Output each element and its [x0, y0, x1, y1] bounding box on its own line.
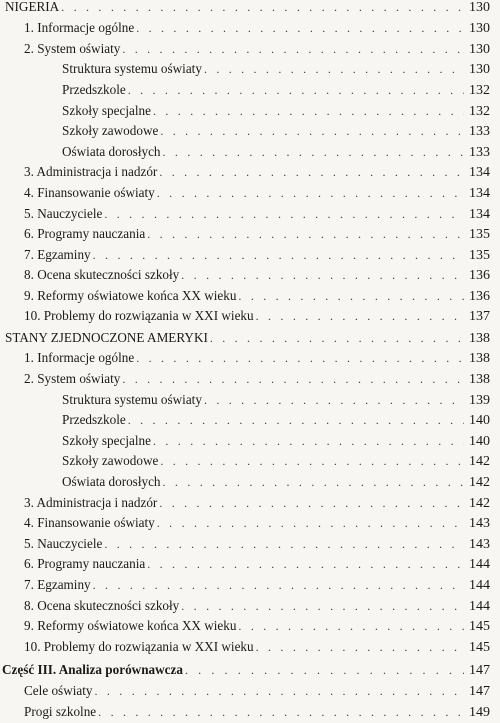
toc-entry-page: 134 [469, 186, 490, 201]
toc-entry [24, 348, 490, 368]
dot-leader [160, 451, 464, 471]
toc-entry-page: 144 [469, 557, 490, 572]
toc-entry-title: 6. Programy nauczania [24, 226, 146, 241]
toc-entry [24, 616, 490, 636]
toc-entry-page: 143 [469, 516, 490, 531]
toc-entry-title: Oświata dorosłych [62, 474, 161, 489]
dot-leader [238, 286, 464, 306]
toc-entry-page: 138 [469, 331, 490, 346]
toc-entry-page: 132 [469, 83, 490, 98]
toc-entry-page: 134 [469, 207, 490, 222]
toc-entry [2, 660, 490, 680]
toc-entry-page: 142 [469, 475, 490, 490]
toc-entry-page: 142 [469, 496, 490, 511]
toc-entry-page: 133 [469, 124, 490, 139]
toc-entry [5, 0, 490, 17]
toc-entry-title: 4. Finansowanie oświaty [24, 515, 155, 530]
toc-entry-title: Cele oświaty [24, 683, 93, 698]
toc-entry [62, 142, 490, 162]
dot-leader [163, 472, 464, 492]
toc-entry-title: NIGERIA [5, 0, 60, 14]
toc-entry-title: Szkoły zawodowe [62, 123, 159, 138]
toc-entry [24, 183, 490, 203]
toc-entry-page: 130 [469, 42, 490, 57]
dot-leader [122, 39, 464, 59]
dot-leader [181, 265, 464, 285]
toc-entry-title: Część III. Analiza porównawcza [2, 662, 183, 677]
toc-entry-title: Przedszkole [62, 412, 126, 427]
toc-entry-page: 135 [469, 227, 490, 242]
toc-entry [24, 245, 490, 265]
toc-entry-page: 137 [469, 309, 490, 324]
toc-entry [5, 328, 490, 348]
toc-entry-title: 5. Nauczyciele [24, 206, 103, 221]
toc-entry-title: 5. Nauczyciele [24, 536, 103, 551]
toc-entry [62, 101, 490, 121]
dot-leader [61, 0, 464, 17]
toc-entry-title: 9. Reformy oświatowe końca XX wieku [24, 288, 237, 303]
dot-leader [256, 306, 464, 326]
toc-entry-title: 1. Informacje ogólne [24, 20, 135, 35]
toc-entry-title: STANY ZJEDNOCZONE AMERYKI [5, 330, 208, 345]
toc-entry-page: 145 [469, 619, 490, 634]
dot-leader [160, 121, 464, 141]
toc-entry-title: 6. Programy nauczania [24, 556, 146, 571]
toc-entry-page: 139 [469, 393, 490, 408]
toc-entry-title: 7. Egzaminy [24, 247, 91, 262]
toc-entry-title: 4. Finansowanie oświaty [24, 185, 155, 200]
toc-entry [24, 681, 490, 701]
toc-entry [62, 410, 490, 430]
toc-entry-title: 3. Administracja i nadzór [24, 164, 158, 179]
toc-entry-title: 10. Problemy do rozwiązania w XXI wieku [24, 639, 254, 654]
toc-entry [24, 513, 490, 533]
toc-entry-page: 149 [469, 705, 490, 720]
toc-entry [62, 80, 490, 100]
dot-leader [256, 637, 464, 657]
toc-entry [24, 493, 490, 513]
toc-entry [24, 369, 490, 389]
dot-leader [204, 390, 464, 410]
dot-leader [147, 224, 464, 244]
toc-entry-page: 144 [469, 599, 490, 614]
toc-entry [62, 59, 490, 79]
toc-entry-title: 10. Problemy do rozwiązania w XXI wieku [24, 308, 254, 323]
toc-entry [24, 575, 490, 595]
toc-entry-page: 133 [469, 145, 490, 160]
toc-entry-page: 142 [469, 454, 490, 469]
toc-entry-page: 147 [469, 684, 490, 699]
dot-leader [157, 183, 464, 203]
toc-entry-page: 135 [469, 248, 490, 263]
toc-entry [24, 286, 490, 306]
toc-entry-page: 144 [469, 578, 490, 593]
toc-entry [24, 224, 490, 244]
toc-entry-page: 132 [469, 104, 490, 119]
dot-leader [210, 328, 464, 348]
dot-leader [153, 431, 464, 451]
dot-leader [153, 101, 464, 121]
dot-leader [128, 410, 464, 430]
dot-leader [204, 59, 464, 79]
toc-entry-page: 138 [469, 372, 490, 387]
dot-leader [185, 660, 464, 680]
toc-entry [24, 596, 490, 616]
toc-entry [24, 204, 490, 224]
toc-entry [62, 121, 490, 141]
toc-entry [24, 265, 490, 285]
dot-leader [95, 681, 465, 701]
dot-leader [98, 702, 464, 722]
toc-entry-page: 130 [469, 62, 490, 77]
toc-entry [24, 18, 490, 38]
toc-entry-title: Przedszkole [62, 82, 126, 97]
toc-entry-page: 143 [469, 537, 490, 552]
dot-leader [157, 513, 464, 533]
toc-entry-title: 9. Reformy oświatowe końca XX wieku [24, 618, 237, 633]
toc-entry [24, 534, 490, 554]
dot-leader [159, 493, 464, 513]
dot-leader [136, 18, 464, 38]
toc-entry-title: Szkoły specjalne [62, 433, 151, 448]
dot-leader [93, 245, 464, 265]
toc-entry-page: 140 [469, 434, 490, 449]
toc-entry-page: 130 [469, 0, 490, 15]
toc-entry-title: 1. Informacje ogólne [24, 350, 135, 365]
dot-leader [128, 80, 464, 100]
toc-entry-title: 8. Ocena skuteczności szkoły [24, 598, 180, 613]
toc-entry-title: 8. Ocena skuteczności szkoły [24, 267, 180, 282]
toc-entry [24, 39, 490, 59]
toc-entry [24, 306, 490, 326]
toc-entry [62, 390, 490, 410]
toc-entry-title: Progi szkolne [24, 704, 97, 719]
toc-entry-title: 7. Egzaminy [24, 577, 91, 592]
toc-entry [24, 162, 490, 182]
dot-leader [122, 369, 464, 389]
toc-entry [24, 554, 490, 574]
dot-leader [238, 616, 464, 636]
dot-leader [159, 162, 464, 182]
toc-entry-page: 130 [469, 21, 490, 36]
toc-entry-page: 140 [469, 413, 490, 428]
dot-leader [104, 204, 464, 224]
dot-leader [163, 142, 464, 162]
dot-leader [93, 575, 464, 595]
toc-entry [62, 431, 490, 451]
toc-entry-title: Szkoły zawodowe [62, 453, 159, 468]
dot-leader [136, 348, 464, 368]
dot-leader [181, 596, 464, 616]
toc-entry-title: 2. System oświaty [24, 371, 121, 386]
toc-entry-page: 136 [469, 268, 490, 283]
toc-entry-title: Struktura systemu oświaty [62, 61, 202, 76]
toc-entry-page: 134 [469, 165, 490, 180]
toc-entry-title: Oświata dorosłych [62, 144, 161, 159]
toc-entry [24, 702, 490, 722]
toc-entry-page: 136 [469, 289, 490, 304]
toc-entry-page: 145 [469, 640, 490, 655]
toc-entry-title: Struktura systemu oświaty [62, 392, 202, 407]
dot-leader [104, 534, 464, 554]
toc-entry-page: 138 [469, 351, 490, 366]
toc-entry-title: 2. System oświaty [24, 41, 121, 56]
toc-entry-title: Szkoły specjalne [62, 103, 151, 118]
toc-entry-title: 3. Administracja i nadzór [24, 495, 158, 510]
toc-entry [62, 472, 490, 492]
dot-leader [147, 554, 464, 574]
toc-entry [24, 637, 490, 657]
toc-entry-page: 147 [469, 663, 490, 678]
toc-entry [62, 451, 490, 471]
